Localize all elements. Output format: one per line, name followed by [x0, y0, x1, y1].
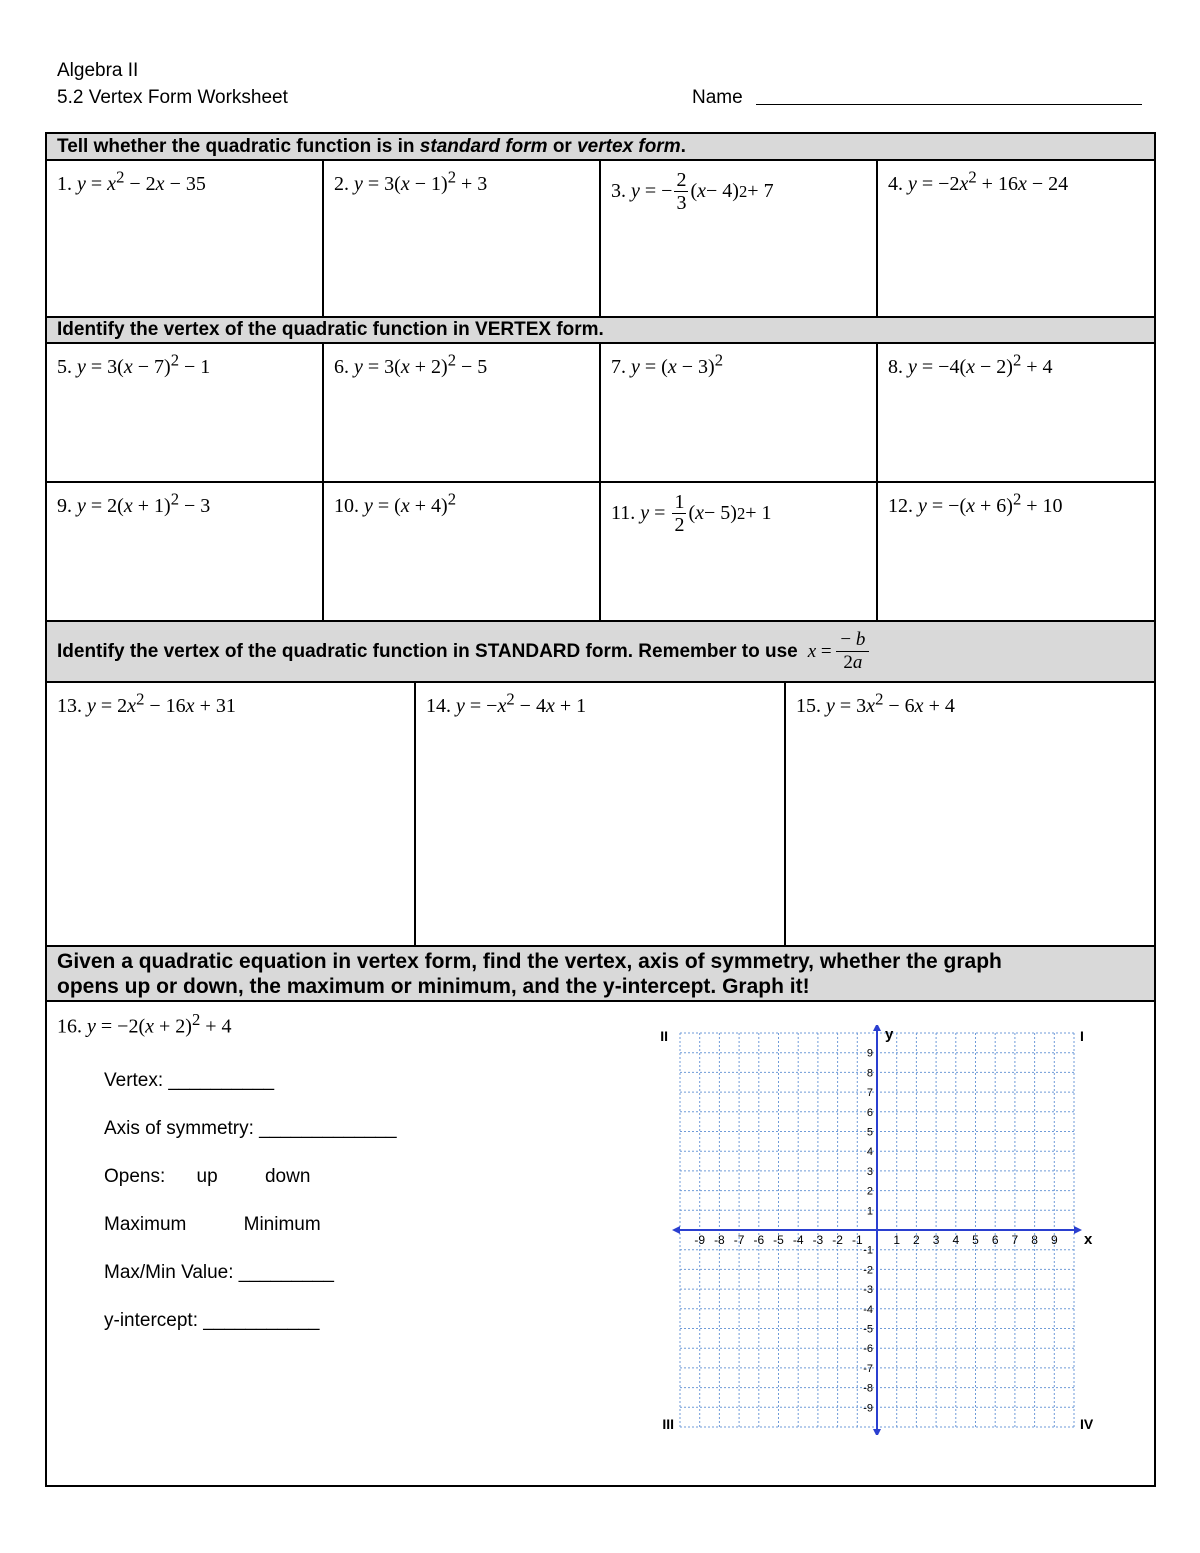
quadrant-label-II: II: [660, 1028, 668, 1044]
y-axis-label: y: [885, 1026, 894, 1043]
problem-3-equation: 3. y = − 2 3 ( x − 4) 2 + 7: [611, 169, 774, 214]
problem-cell-6[interactable]: [324, 344, 601, 481]
name-label: Name: [692, 87, 743, 108]
problem-cell-9[interactable]: [47, 483, 324, 620]
problem-cell-14[interactable]: [416, 683, 786, 945]
instruction-line-2: opens up or down, the maximum or minimum, and the y-intercept. Graph it!: [57, 975, 810, 998]
instruction-text: Tell whether the quadratic function is in: [57, 136, 420, 157]
problem-13-equation: 13. $y = 2x^2 - 16x + 31$: [57, 689, 236, 717]
problem-4-equation: 4. $y = -2x^2 + 16x - 24$: [888, 167, 1069, 195]
problem-12-equation: 12. $y = -(x + 6)^2 + 10$: [888, 489, 1063, 517]
vertex-formula: x = − b 2a: [808, 629, 870, 674]
problem-7-equation: 7. $y = (x - 3)^2$: [611, 350, 724, 378]
x-tick-label: -7: [733, 1233, 745, 1247]
y-intercept-field[interactable]: y-intercept: ___________: [104, 1310, 320, 1331]
y-tick-label: -4: [863, 1303, 873, 1316]
x-tick-label: -9: [694, 1233, 706, 1247]
x-tick-label: 8: [1031, 1233, 1038, 1247]
y-tick-label: -8: [863, 1382, 873, 1395]
quadrant-label-I: I: [1080, 1028, 1084, 1044]
problem-cell-1[interactable]: [47, 161, 324, 316]
problem-8-equation: 8. $y = -4(x - 2)^2 + 4$: [888, 350, 1053, 378]
minimum-option[interactable]: Minimum: [243, 1214, 321, 1235]
section4-instruction: [47, 947, 1154, 1002]
x-tick-label: -6: [753, 1233, 765, 1247]
x-tick-label: 6: [991, 1233, 999, 1247]
y-axis-arrow-down: [873, 1429, 881, 1435]
x-tick-label: 9: [1050, 1233, 1058, 1247]
problem-cell-11[interactable]: [601, 483, 878, 620]
problem-16-equation: 16. $y = -2(x + 2)^2 + 4$: [57, 1010, 232, 1038]
y-tick-label: -5: [863, 1323, 873, 1336]
problem-14-equation: 14. $y = -x^2 - 4x + 1$: [426, 689, 587, 717]
y-axis-arrow-up: [873, 1025, 881, 1031]
course-label: Algebra II: [57, 60, 139, 81]
problem-cell-12[interactable]: [878, 483, 1154, 620]
y-tick-label: 1: [866, 1205, 873, 1218]
max-min-row: [104, 1214, 321, 1236]
instruction-emphasis: vertex form: [577, 136, 681, 157]
instruction-emphasis: standard form: [419, 136, 548, 157]
problem-cell-13[interactable]: [47, 683, 416, 945]
x-axis-label: x: [1084, 1231, 1093, 1248]
x-tick-label: -8: [714, 1233, 725, 1247]
y-tick-label: 8: [866, 1067, 873, 1080]
maximum-option[interactable]: Maximum: [104, 1214, 187, 1235]
y-tick-label: -6: [863, 1343, 873, 1356]
problem-cell-5[interactable]: [47, 344, 324, 481]
x-tick-label: -3: [812, 1233, 824, 1247]
problem-1-equation: 1. $y = x^2 - 2x - 35$: [57, 167, 206, 195]
axis-of-symmetry-field[interactable]: Axis of symmetry: _____________: [104, 1118, 397, 1139]
opens-row: [104, 1166, 310, 1188]
section3-instruction: [47, 622, 1154, 683]
x-tick-label: -2: [832, 1233, 843, 1247]
x-axis-arrow-right: [1074, 1226, 1082, 1234]
x-tick-label: 5: [972, 1233, 979, 1247]
problem-10-equation: 10. $y = (x + 4)^2$: [334, 489, 457, 517]
y-tick-label: 9: [866, 1047, 873, 1060]
y-tick-label: 6: [866, 1106, 873, 1119]
problem-row: [47, 683, 1154, 947]
instruction-line-1: Given a quadratic equation in vertex form, find the vertex, axis of symmetry, whether the graph: [57, 950, 1002, 973]
quadrant-label-IV: IV: [1080, 1416, 1094, 1432]
problem-cell-10[interactable]: [324, 483, 601, 620]
problem-cell-15[interactable]: [786, 683, 1154, 945]
problem-2-equation: 2. $y = 3(x - 1)^2 + 3$: [334, 167, 488, 195]
y-tick-label: 5: [866, 1126, 873, 1139]
y-tick-label: 7: [866, 1087, 873, 1100]
problem-5-equation: 5. $y = 3(x - 7)^2 - 1$: [57, 350, 211, 378]
x-axis-arrow-left: [672, 1226, 680, 1234]
y-tick-label: 4: [866, 1146, 873, 1159]
problem-cell-4[interactable]: [878, 161, 1154, 316]
problem-cell-7[interactable]: [601, 344, 878, 481]
y-tick-label: -3: [863, 1284, 873, 1297]
x-tick-label: -5: [773, 1233, 784, 1247]
x-tick-label: 4: [952, 1233, 960, 1247]
problem-11-equation: 11. y = 1 2 ( x − 5) 2 + 1: [611, 491, 772, 536]
problem-9-equation: 9. $y = 2(x + 1)^2 - 3$: [57, 489, 211, 517]
x-tick-label: 3: [932, 1233, 940, 1247]
opens-up-option[interactable]: up: [196, 1166, 218, 1187]
max-min-value-field[interactable]: Max/Min Value: _________: [104, 1262, 334, 1283]
y-tick-label: -9: [863, 1402, 873, 1415]
name-field[interactable]: [756, 104, 1142, 105]
y-tick-label: -2: [863, 1264, 873, 1277]
problem-cell-2[interactable]: [324, 161, 601, 316]
vertex-field[interactable]: Vertex: __________: [104, 1070, 275, 1091]
x-tick-label: -4: [792, 1233, 804, 1247]
x-tick-label: -1: [851, 1233, 863, 1247]
problem-6-equation: 6. $y = 3(x + 2)^2 - 5$: [334, 350, 488, 378]
instruction-text: or: [547, 136, 578, 157]
x-tick-label: 7: [1011, 1233, 1019, 1247]
problem-cell-8[interactable]: [878, 344, 1154, 481]
problem-row: [47, 483, 1154, 622]
y-tick-label: 3: [866, 1165, 873, 1178]
problem-row: [47, 161, 1154, 318]
problem-cell-3[interactable]: [601, 161, 878, 316]
y-tick-label: -7: [863, 1362, 873, 1375]
problem-row: [47, 344, 1154, 483]
coordinate-grid[interactable]: [630, 1025, 1100, 1435]
section1-instruction: [47, 134, 1154, 161]
quadrant-label-III: III: [662, 1416, 674, 1432]
section2-instruction: Identify the vertex of the quadratic function in VERTEX form.: [47, 318, 1154, 344]
y-tick-label: -1: [863, 1244, 873, 1257]
opens-label: Opens:: [104, 1166, 166, 1187]
problem-15-equation: 15. $y = 3x^2 - 6x + 4$: [796, 689, 955, 717]
opens-down-option[interactable]: down: [264, 1166, 311, 1187]
x-tick-label: 2: [913, 1233, 920, 1247]
instruction-text: .: [680, 136, 686, 157]
instruction-text: Identify the vertex of the quadratic function in STANDARD form. Remember to use: [57, 640, 798, 662]
worksheet-title: 5.2 Vertex Form Worksheet: [57, 87, 288, 108]
y-tick-label: 2: [866, 1185, 873, 1198]
x-tick-label: 1: [893, 1233, 901, 1247]
